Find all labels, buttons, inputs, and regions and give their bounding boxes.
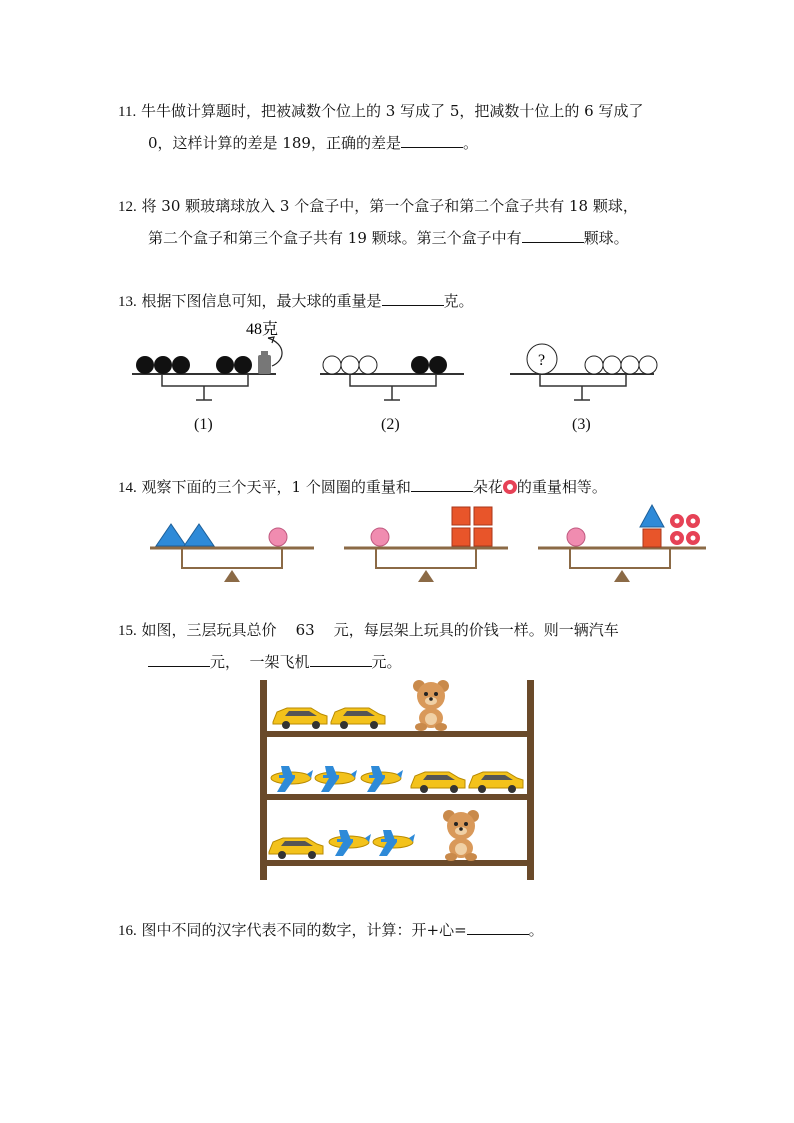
circle-shape: [371, 528, 389, 546]
question-text: 颗球。: [583, 229, 629, 247]
question-text: 0，这样计算的差是 189，正确的差是: [148, 134, 401, 152]
question-mark: ?: [538, 352, 546, 369]
question-14-line1: [118, 477, 607, 498]
flower-icon: [670, 514, 700, 545]
circle-shape: [567, 528, 585, 546]
balance-b: [344, 507, 508, 582]
question-text: 朵花: [472, 478, 503, 496]
question-number: 11.: [118, 104, 137, 120]
question-12-line2: [148, 228, 629, 248]
question-text: 观察下面的三个天平，1 个圆圈的重量和: [141, 478, 411, 496]
bear-icon: [443, 810, 479, 861]
balance-c: [538, 505, 706, 582]
question-text: 牛牛做计算题时，把被减数个位上的 3 写成了 5，把减数十位上的 6 写成了: [140, 102, 644, 120]
question-13-line1: [118, 291, 474, 312]
answer-blank[interactable]: [467, 920, 529, 935]
weight-label: 48克: [246, 321, 279, 338]
circle-shape: [269, 528, 287, 546]
question-number: 15.: [118, 623, 137, 639]
question-text: 元， 一架飞机: [210, 653, 310, 671]
plane-icon: [373, 830, 415, 856]
toy-shelf: [255, 678, 540, 883]
question-number: 12.: [118, 199, 137, 215]
plane-icon: [329, 830, 371, 856]
figure-label-3: (3): [572, 416, 591, 433]
triangle-shape: [184, 524, 214, 546]
question-text: 。: [462, 134, 478, 152]
weight-icon: [258, 355, 271, 374]
plane-icon: [271, 766, 313, 792]
answer-blank[interactable]: [148, 652, 210, 667]
balance-figures-q14: [140, 500, 720, 590]
answer-blank[interactable]: [411, 477, 473, 492]
question-11-line2: [148, 133, 478, 153]
question-12-line1: [118, 196, 638, 217]
car-icon: [469, 772, 523, 793]
question-number: 14.: [118, 480, 137, 496]
triangle-shape: [640, 505, 664, 527]
square-shape: [452, 507, 470, 525]
plane-icon: [315, 766, 357, 792]
question-text: 克。: [443, 292, 474, 310]
square-shape: [643, 529, 661, 547]
figure-label-2: (2): [381, 416, 400, 433]
square-shape: [474, 507, 492, 525]
question-text: 第二个盒子和第三个盒子共有 19 颗球。第三个盒子中有: [148, 229, 522, 247]
question-text: 图中不同的汉字代表不同的数字，计算：开+心=: [141, 921, 467, 939]
question-text: 根据下图信息可知，最大球的重量是: [141, 292, 382, 310]
question-number: 16.: [118, 923, 137, 939]
answer-blank[interactable]: [401, 133, 463, 148]
flower-icon: [503, 480, 517, 494]
question-11-line1: [118, 101, 643, 122]
question-text: 元。: [371, 653, 402, 671]
square-shape: [474, 528, 492, 546]
answer-blank[interactable]: [522, 228, 584, 243]
question-number: 13.: [118, 294, 137, 310]
question-15-line1: [118, 620, 619, 641]
question-text: 的重量相等。: [516, 478, 607, 496]
car-icon: [269, 838, 323, 859]
figure-label-1: (1): [194, 416, 213, 433]
question-15-line2: [148, 652, 402, 672]
answer-blank[interactable]: [382, 291, 444, 306]
question-text: 将 30 颗玻璃球放入 3 个盒子中，第一个盒子和第二个盒子共有 18 颗球，: [141, 197, 638, 215]
balance-2: [320, 356, 464, 400]
plane-icon: [361, 766, 403, 792]
car-icon: [411, 772, 465, 793]
question-text: 。: [528, 921, 544, 939]
square-shape: [452, 528, 470, 546]
triangle-shape: [156, 524, 186, 546]
answer-blank[interactable]: [310, 652, 372, 667]
bear-icon: [413, 680, 449, 731]
balance-3: [510, 344, 657, 400]
question-16-line1: [118, 920, 544, 941]
question-text: 如图，三层玩具总价 63 元，每层架上玩具的价钱一样。则一辆汽车: [141, 621, 619, 639]
car-icon: [273, 708, 327, 729]
balance-figures-q13: [120, 312, 680, 412]
balance-a: [150, 524, 314, 582]
balance-1: [132, 351, 276, 400]
car-icon: [331, 708, 385, 729]
